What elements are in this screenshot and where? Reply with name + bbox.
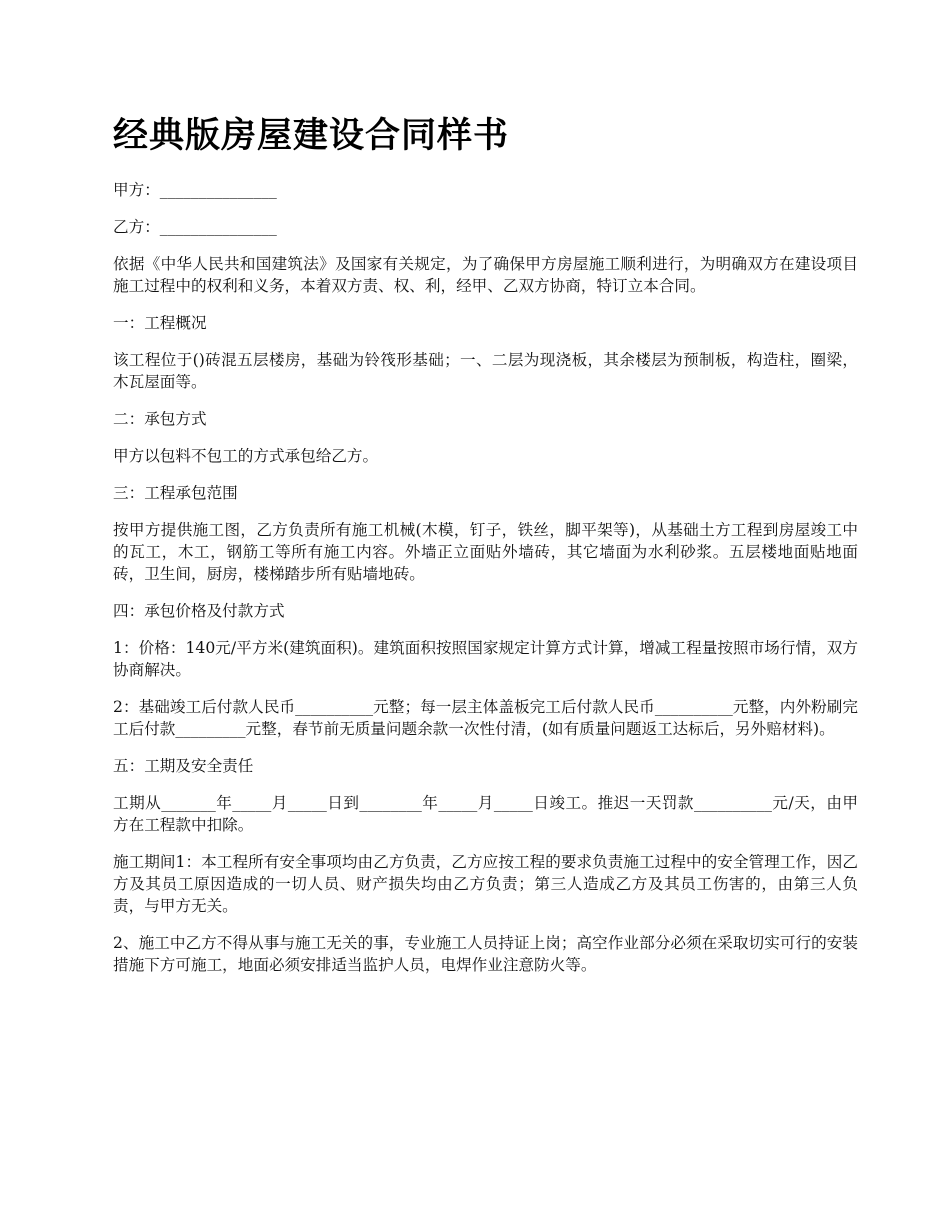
- party-b-line: 乙方：_______________: [113, 218, 277, 236]
- section-heading-project-overview: 一：工程概况: [113, 314, 207, 332]
- section-heading-scope: 三：工程承包范围: [113, 484, 238, 502]
- section-heading-contract-method: 二：承包方式: [113, 410, 207, 428]
- payment-paragraph: 2：基础竣工后付款人民币__________元整；每一层主体盖板完工后付款人民币__________元整，内外粉刷完工后付款_________元整，春节前无质量问题余款一次性付清，(如有质量问题返工达标后，另外赔材料)。: [113, 698, 858, 738]
- section-heading-schedule-safety: 五：工期及安全责任: [113, 757, 254, 775]
- preamble-paragraph: 依据《中华人民共和国建筑法》及国家有关规定，为了确保甲方房屋施工顺利进行，为明确双方在建设项目施工过程中的权利和义务，本着双方责、权、利，经甲、乙双方协商，特订立本合同。: [113, 255, 858, 295]
- safety-paragraph-2: 2、施工中乙方不得从事与施工无关的事，专业施工人员持证上岗；高空作业部分必须在采取切实可行的安装措施下方可施工，地面必须安排适当监护人员，电焊作业注意防火等。: [113, 934, 858, 974]
- document-body: [113, 179, 858, 991]
- party-a-line: 甲方：_______________: [113, 181, 277, 199]
- project-overview-paragraph: 该工程位于()砖混五层楼房，基础为铃筏形基础；一、二层为现浇板，其余楼层为预制板，构造柱，圈梁，木瓦屋面等。: [113, 351, 858, 391]
- schedule-paragraph: 工期从_______年_____月_____日到________年_____月_____日竣工。推迟一天罚款__________元/天，由甲方在工程款中扣除。: [113, 794, 858, 834]
- price-paragraph: 1：价格：140元/平方米(建筑面积)。建筑面积按照国家规定计算方式计算，增减工程量按照市场行情，双方协商解决。: [113, 639, 858, 679]
- document-title: 经典版房屋建设合同样书: [113, 116, 510, 156]
- scope-paragraph: 按甲方提供施工图，乙方负责所有施工机械(木模，钉子，铁丝，脚平架等)，从基础土方工程到房屋竣工中的瓦工，木工，钢筋工等所有施工内容。外墙正立面贴外墙砖，其它墙面为水利砂浆。五层楼地面贴地面砖，卫生间，厨房，楼梯踏步所有贴墙地砖。: [113, 521, 858, 583]
- contract-method-paragraph: 甲方以包料不包工的方式承包给乙方。: [113, 447, 379, 465]
- safety-paragraph-1: 施工期间1：本工程所有安全事项均由乙方负责，乙方应按工程的要求负责施工过程中的安全管理工作，因乙方及其员工原因造成的一切人员、财产损失均由乙方负责；第三人造成乙方及其员工伤害的，由第三人负责，与甲方无关。: [113, 853, 858, 915]
- section-heading-price-payment: 四：承包价格及付款方式: [113, 602, 285, 620]
